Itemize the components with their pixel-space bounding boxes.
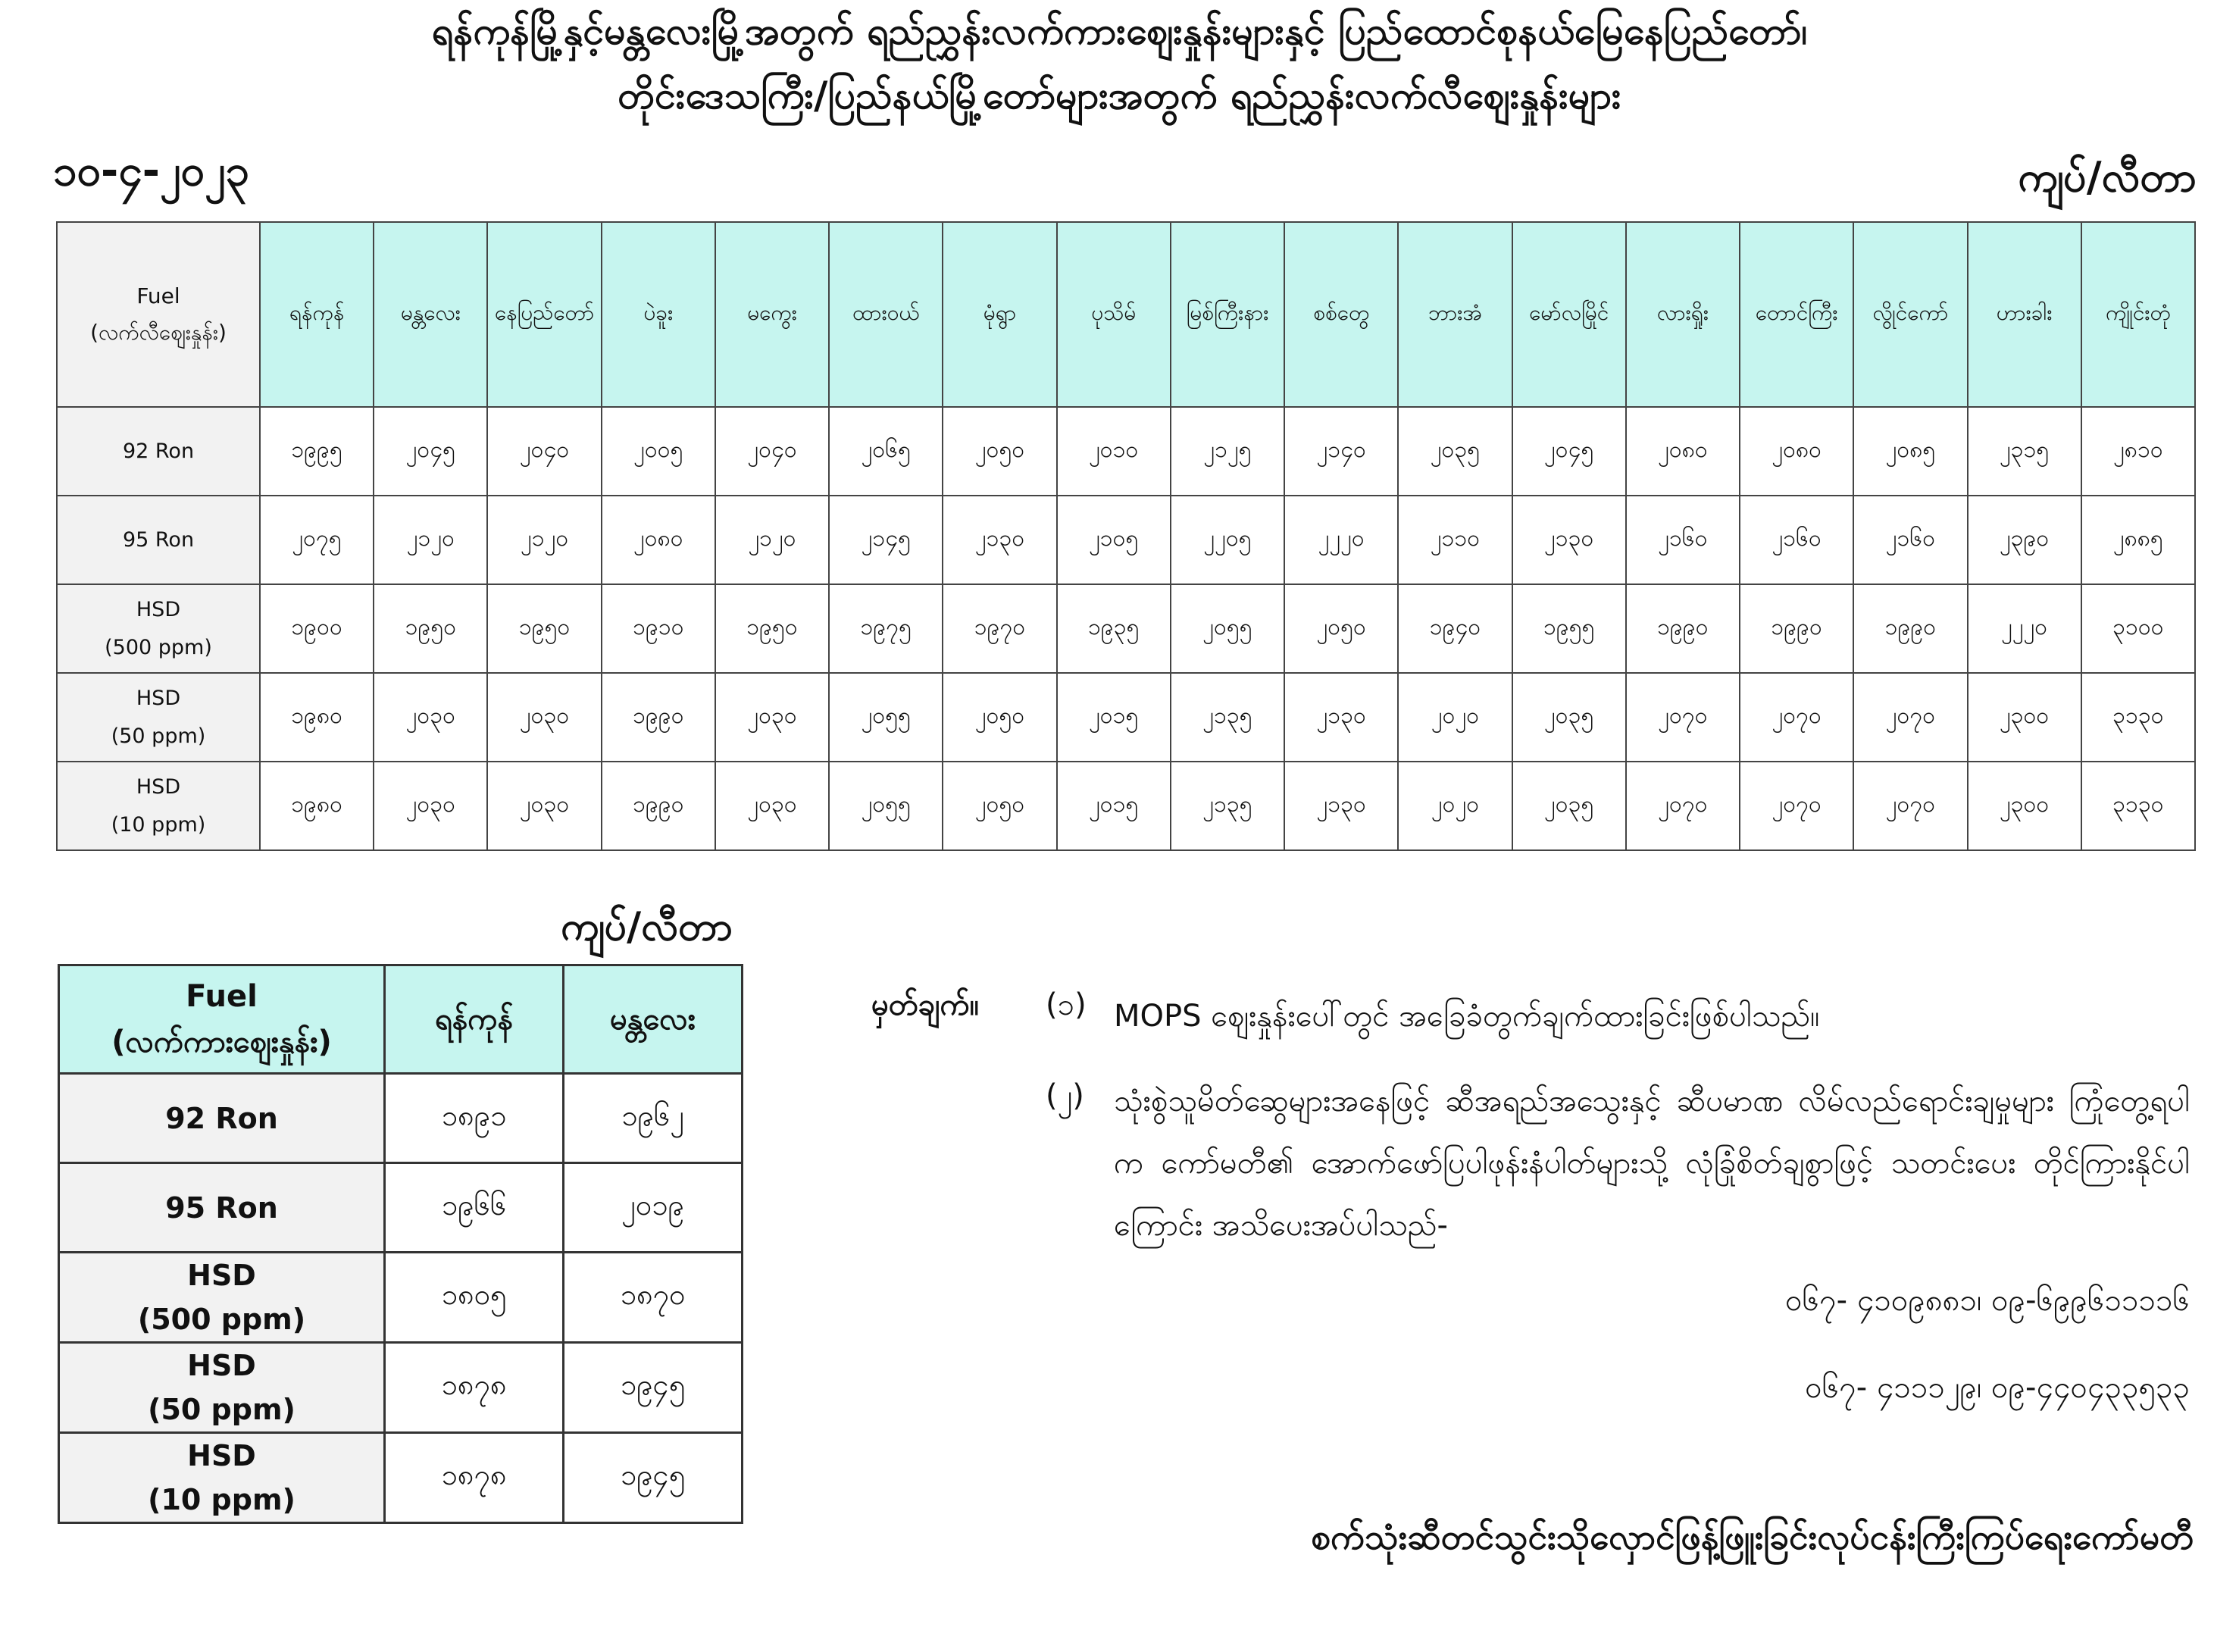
price-cell: ၂၀၃၀ [374,762,487,850]
price-cell: ၂၀၅၅ [829,673,943,762]
wholesale-price-cell: ၁၈၇၀ [564,1253,743,1343]
price-cell: ၂၀၀၅ [602,407,715,496]
note-2-text: သုံးစွဲသူမိတ်ဆွေများအနေဖြင့် ဆီအရည်အသွေးနှင့် ဆီပမာဏ လိမ်လည်ရောင်းချမှုများ ကြုံတွေ့ရပါက ကော်မတီ၏ အောက်ဖော်ပြပါဖုန်းနံပါတ်များသို့ လုံခြုံစိတ်ချစွာဖြင့် သတင်းပေး တိုင်ကြားနိုင်ပါကြောင်း အသိပေးအပ်ပါသည်- [1114,1084,2190,1243]
price-cell: ၂၀၁၅ [1057,762,1171,850]
note-1-text: MOPS ဈေးနှုန်းပေါ်တွင် အခြေခံတွက်ချက်ထားခြင်းဖြစ်ပါသည်။ [1114,999,1820,1034]
fuel-type-name: 95 Ron [122,527,195,552]
price-cell: ၂၂၂၀ [1284,496,1398,584]
price-cell: ၂၀၄၀ [715,407,829,496]
wholesale-fuel-header-title: Fuel [186,979,258,1014]
wholesale-fuel-type-cell [59,1074,385,1163]
table-row [57,673,2195,762]
price-cell: ၂၀၇၀ [1740,762,1853,850]
fuel-type-spec: (10 ppm) [111,812,206,837]
price-cell: ၂၀၇၅ [260,496,374,584]
fuel-type-cell [57,407,260,496]
price-cell: ၂၁၁၀ [1398,496,1512,584]
fuel-type-name: HSD [136,597,181,621]
city-column-header: လွိုင်ကော် [1853,222,1967,407]
wholesale-city-column-header: ရန်ကုန် [385,965,564,1074]
city-column-header: ကျိုင်းတုံ [2081,222,2195,407]
price-cell: ၂၀၃၀ [374,673,487,762]
city-column-header: တောင်ကြီး [1740,222,1853,407]
fuel-type-cell [57,673,260,762]
title-line-1: ရန်ကုန်မြို့နှင့်မန္တလေးမြို့အတွက် ရည်ညွှန်းလက်ကားဈေးနှုန်းများနှင့် ပြည်ထောင်စုနယ်မြေနေပြည်တော်၊ [431,9,1808,53]
price-cell: ၂၈၈၅ [2081,496,2195,584]
price-cell: ၂၀၄၀ [487,407,601,496]
price-cell: ၂၀၇၀ [1626,762,1740,850]
price-cell: ၂၁၃၀ [1284,762,1398,850]
price-cell: ၂၀၃၀ [487,762,601,850]
title-line-2: တိုင်းဒေသကြီး/ပြည်နယ်မြို့တော်များအတွက် ရည်ညွှန်းလက်လီဈေးနှုန်းများ [618,74,1621,117]
price-cell: ၁၉၇၅ [829,584,943,673]
price-cell: ၂၀၆၅ [829,407,943,496]
price-cell: ၂၁၆၀ [1853,496,1967,584]
wholesale-city-column-header: မန္တလေး [564,965,743,1074]
table-row [59,1163,743,1253]
fuel-type-cell [57,762,260,850]
price-cell: ၂၁၃၅ [1171,762,1284,850]
price-cell: ၁၉၉၅ [260,407,374,496]
note-2-number: (၂) [1046,1078,1084,1113]
wholesale-price-cell: ၁၈၇၈ [385,1343,564,1433]
wholesale-price-cell: ၂၀၁၉ [564,1163,743,1253]
wholesale-fuel-column-header [59,965,385,1074]
retail-header-row [57,222,2195,407]
price-cell: ၂၃၉၀ [1968,496,2081,584]
table-row [59,1074,743,1163]
price-cell: ၂၁၆၀ [1740,496,1853,584]
price-cell: ၁၉၅၅ [1512,584,1626,673]
price-cell: ၂၀၅၅ [1171,584,1284,673]
wholesale-price-cell: ၁၈၉၁ [385,1074,564,1163]
price-cell: ၂၁၃၀ [1512,496,1626,584]
wholesale-unit-label: ကျပ်/လီတာ [561,904,733,950]
city-column-header: မော်လမြိုင် [1512,222,1626,407]
fuel-header-title: Fuel [136,283,180,308]
fuel-type-spec: (500 ppm) [105,635,212,659]
price-cell: ၂၁၂၀ [487,496,601,584]
price-cell: ၃၁၃၀ [2081,762,2195,850]
price-cell: ၂၀၁၀ [1057,407,1171,496]
unit-label: ကျပ်/လီတာ [2018,153,2197,201]
table-row [57,762,2195,850]
city-column-header: မုံရွာ [943,222,1056,407]
price-cell: ၂၀၈၀ [602,496,715,584]
phone-numbers-1: ၀၆၇- ၄၁၀၉၈၈၁၊ ၀၉-၆၉၉၆၁၁၁၁၆ [1785,1283,2190,1318]
table-row [57,584,2195,673]
fuel-type-cell [57,496,260,584]
wholesale-price-cell: ၁၉၆၂ [564,1074,743,1163]
wholesale-fuel-header-subtitle: (လက်ကားဈေးနှုန်း) [111,1025,332,1059]
price-cell: ၁၉၀၀ [260,584,374,673]
fuel-type-name: HSD [187,1439,256,1472]
table-row [57,407,2195,496]
price-cell: ၂၀၈၅ [1853,407,1967,496]
fuel-type-name: HSD [187,1259,256,1292]
price-cell: ၂၁၆၀ [1626,496,1740,584]
price-cell: ၂၀၅၀ [1284,584,1398,673]
price-cell: ၂၁၂၀ [374,496,487,584]
fuel-type-spec: (10 ppm) [148,1483,296,1516]
fuel-type-name: HSD [136,774,181,799]
fuel-type-spec: (500 ppm) [137,1303,306,1336]
table-row [59,1253,743,1343]
price-cell: ၂၁၄၀ [1284,407,1398,496]
price-cell: ၂၀၅၀ [943,762,1056,850]
price-cell: ၁၉၈၀ [260,762,374,850]
price-cell: ၁၉၇၀ [943,584,1056,673]
price-cell: ၁၉၉၀ [1626,584,1740,673]
wholesale-price-cell: ၁၉၄၅ [564,1433,743,1523]
fuel-header-subtitle: (လက်လီဈေးနှုန်း) [90,320,227,345]
price-cell: ၂၀၇၀ [1626,673,1740,762]
wholesale-price-cell: ၁၉၆၆ [385,1163,564,1253]
fuel-type-cell [57,584,260,673]
price-cell: ၃၁၃၀ [2081,673,2195,762]
price-cell: ၂၁၃၅ [1171,673,1284,762]
fuel-type-name: 92 Ron [165,1101,278,1135]
price-cell: ၂၀၂၀ [1398,762,1512,850]
city-column-header: ပုသိမ် [1057,222,1171,407]
price-cell: ၂၀၈၀ [1626,407,1740,496]
price-cell: ၂၁၂၀ [715,496,829,584]
phone-numbers-2: ၀၆၇- ၄၁၁၁၂၉၊ ၀၉-၄၄၀၄၃၃၅၃၃ [1805,1370,2190,1405]
price-cell: ၂၈၁၀ [2081,407,2195,496]
price-cell: ၂၀၄၅ [374,407,487,496]
wholesale-header-row [59,965,743,1074]
price-cell: ၂၀၁၅ [1057,673,1171,762]
wholesale-price-cell: ၁၈၇၈ [385,1433,564,1523]
price-cell: ၁၉၅၀ [374,584,487,673]
city-column-header: စစ်တွေ [1284,222,1398,407]
table-row [59,1433,743,1523]
city-column-header: ရန်ကုန် [260,222,374,407]
price-cell: ၂၁၀၅ [1057,496,1171,584]
city-column-header: မကွေး [715,222,829,407]
table-row [59,1343,743,1433]
price-cell: ၂၃၁၅ [1968,407,2081,496]
price-cell: ၂၀၃၅ [1512,762,1626,850]
price-cell: ၂၂၀၅ [1171,496,1284,584]
price-cell: ၂၀၅၀ [943,673,1056,762]
price-cell: ၂၁၂၅ [1171,407,1284,496]
price-cell: ၂၁၃၀ [1284,673,1398,762]
fuel-type-spec: (50 ppm) [111,724,206,748]
price-cell: ၂၂၂၀ [1968,584,2081,673]
city-column-header: ဘားအံ [1398,222,1512,407]
fuel-type-name: HSD [187,1349,256,1382]
retail-price-table [56,221,2196,851]
fuel-type-name: 92 Ron [122,439,195,463]
price-cell: ၂၀၇၀ [1853,673,1967,762]
fuel-type-name: HSD [136,686,181,710]
price-cell: ၂၀၈၀ [1740,407,1853,496]
fuel-type-name: 95 Ron [165,1191,278,1225]
note-1-number: (၁) [1046,987,1087,1022]
wholesale-fuel-type-cell [59,1433,385,1523]
city-column-header: နေပြည်တော် [487,222,601,407]
price-cell: ၂၀၃၀ [715,762,829,850]
price-cell: ၂၁၃၀ [943,496,1056,584]
price-cell: ၁၉၁၀ [602,584,715,673]
price-cell: ၁၉၉၀ [602,673,715,762]
wholesale-price-cell: ၁၉၄၅ [564,1343,743,1433]
wholesale-price-cell: ၁၈၀၅ [385,1253,564,1343]
price-cell: ၁၉၉၀ [1740,584,1853,673]
price-cell: ၁၉၉၀ [1853,584,1967,673]
price-cell: ၂၀၃၀ [487,673,601,762]
date-label: ၁၀-၄-၂၀၂၃ [53,146,249,196]
price-cell: ၂၀၃၅ [1398,407,1512,496]
price-cell: ၂၀၇၀ [1853,762,1967,850]
committee-signature: စက်သုံးဆီတင်သွင်းသိုလှောင်ဖြန့်ဖြူးခြင်းလုပ်ငန်းကြီးကြပ်ရေးကော်မတီ [1311,1516,2194,1557]
wholesale-fuel-type-cell [59,1163,385,1253]
wholesale-fuel-type-cell [59,1343,385,1433]
price-cell: ၂၀၇၀ [1740,673,1853,762]
notes-heading: မှတ်ချက်။ [871,987,979,1022]
price-cell: ၂၃၀၀ [1968,762,2081,850]
price-cell: ၁၉၃၅ [1057,584,1171,673]
price-cell: ၂၀၅၀ [943,407,1056,496]
price-cell: ၁၉၅၀ [715,584,829,673]
price-cell: ၂၃၀၀ [1968,673,2081,762]
city-column-header: မန္တလေး [374,222,487,407]
price-cell: ၂၀၃၅ [1512,673,1626,762]
price-cell: ၂၀၂၀ [1398,673,1512,762]
price-cell: ၁၉၄၀ [1398,584,1512,673]
price-cell: ၂၀၄၅ [1512,407,1626,496]
city-column-header: ပဲခူး [602,222,715,407]
city-column-header: ထားဝယ် [829,222,943,407]
price-cell: ၁၉၈၀ [260,673,374,762]
price-cell: ၃၁၀၀ [2081,584,2195,673]
price-cell: ၂၁၄၅ [829,496,943,584]
price-cell: ၁၉၅၀ [487,584,601,673]
table-row [57,496,2195,584]
city-column-header: မြစ်ကြီးနား [1171,222,1284,407]
fuel-type-spec: (50 ppm) [148,1393,296,1426]
price-cell: ၂၀၃၀ [715,673,829,762]
wholesale-price-table [58,964,743,1524]
price-cell: ၂၀၅၅ [829,762,943,850]
city-column-header: ဟားခါး [1968,222,2081,407]
fuel-column-header [57,222,260,407]
city-column-header: လားရှိုး [1626,222,1740,407]
wholesale-fuel-type-cell [59,1253,385,1343]
price-cell: ၁၉၉၀ [602,762,715,850]
